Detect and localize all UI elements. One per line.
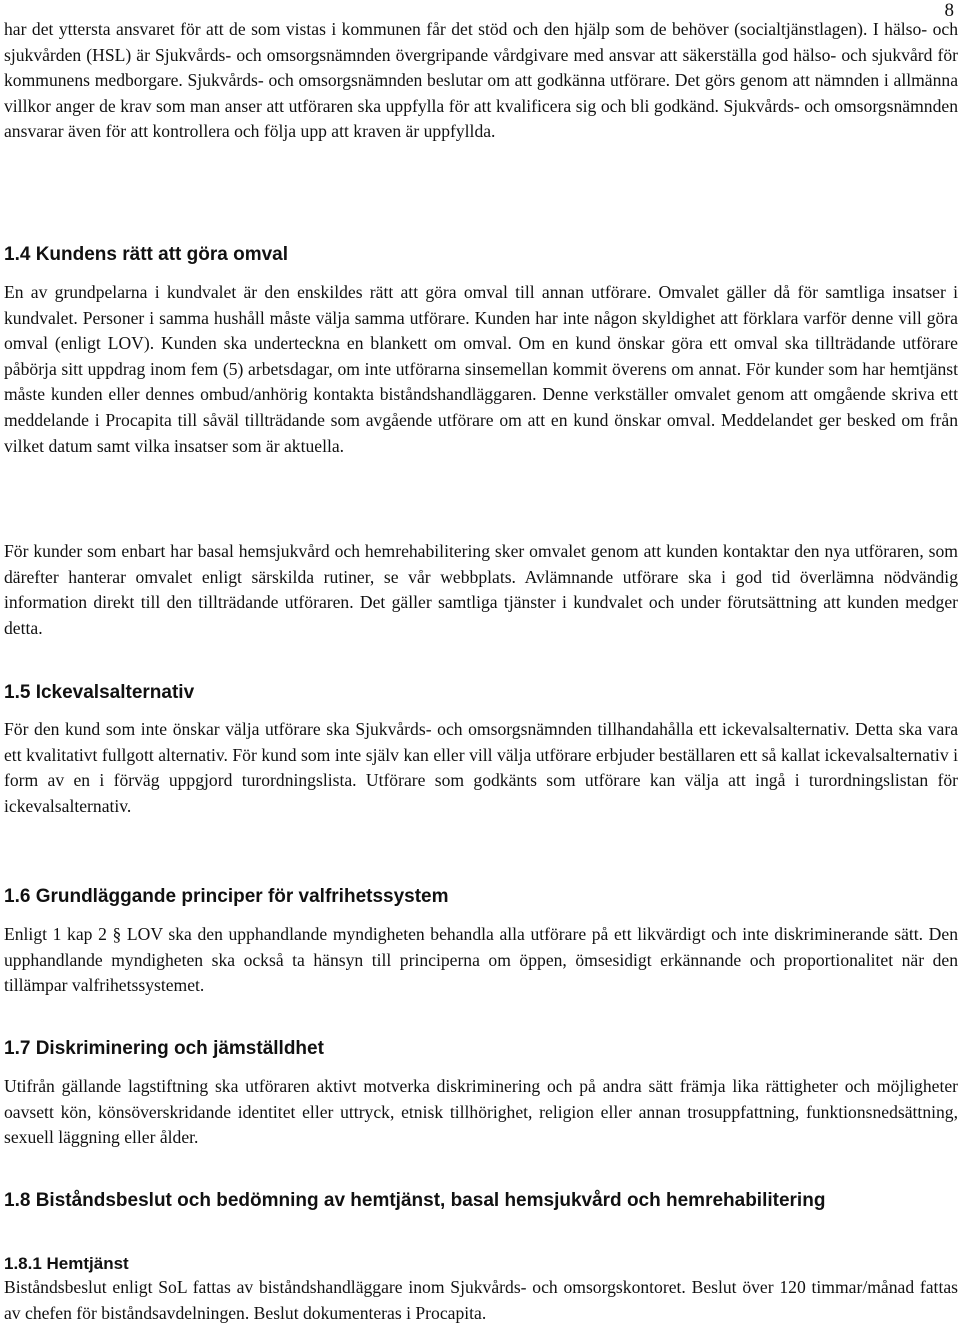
section-heading-1-6: 1.6 Grundläggande principer för valfrihetssystem [4,886,449,907]
intro-paragraph: har det yttersta ansvaret för att de som vistas i kommunen får det stöd och den hjälp som de behöver (socialtjänstlagen). I hälso- och sjukvården (HSL) är Sjukvårds- och omsorgsnämnden övergripande vårdgivare med ansvar att säkerställa god hälso- och sjukvård för kommunens medborgare. Sjukvårds- och omsorgsnämnden beslutar om att godkänna utförare. Det görs genom att nämnden i allmänna villkor anger de krav som man anser att utföraren ska uppfylla för att kvalificera sig och bli godkänd. Sjukvårds- och omsorgsnämnden ansvarar även för att kontrollera och följa upp att kraven är uppfyllda. [4,19,958,142]
section-1-5-paragraph-1: För den kund som inte önskar välja utförare ska Sjukvårds- och omsorgsnämnden tillhandahålla ett ickevalsalternativ. Detta ska vara ett kvalitativt fullgott alternativ. För kund som inte själv kan eller vill välja utförare erbjuder beställaren ett så kallat ickevalsalternativ i form av en i förväg uppgjord turordningslista. Utförare som godkänts som utförare kan välja att ingå i turordningslistan för ickevalsalternativ. [4,719,958,816]
section-1-6-paragraph-1: Enligt 1 kap 2 § LOV ska den upphandlande myndigheten behandla alla utförare på ett likvärdigt och inte diskriminerande sätt. Den upphandlande myndigheten ska också ta hänsyn till principerna om öppen, ömsesidigt erkännande och proportionalitet när den tillämpar valfrihetssystemet. [4,924,958,996]
section-heading-1-8-1: 1.8.1 Hemtjänst [4,1254,129,1273]
section-1-7-paragraph-1: Utifrån gällande lagstiftning ska utföraren aktivt motverka diskriminering och på andra sätt främja lika rättigheter och möjligheter oavsett kön, könsöverskridande identitet eller uttryck, etnisk tillhörighet, religion eller annan trosuppfattning, funktionsnedsättning, sexuell läggning eller ålder. [4,1076,958,1148]
section-heading-1-4: 1.4 Kundens rätt att göra omval [4,244,289,265]
section-heading-1-8: 1.8 Biståndsbeslut och bedömning av hemtjänst, basal hemsjukvård och hemrehabilitering [4,1190,826,1211]
section-1-8-1-paragraph-1: Biståndsbeslut enligt SoL fattas av biståndshandläggare inom Sjukvårds- och omsorgskontoret. Beslut över 120 timmar/månad fattas av chefen för biståndsavdelningen. Beslut dokumenteras i Procapita. [4,1277,958,1323]
page-number: 8 [944,0,954,21]
section-heading-1-7: 1.7 Diskriminering och jämställdhet [4,1038,324,1059]
section-1-4-paragraph-2: För kunder som enbart har basal hemsjukvård och hemrehabilitering sker omvalet genom att kunden kontaktar den nya utföraren, som därefter hanterar omvalet enligt särskilda rutiner, se vår webbplats. Avlämnande utförare ska i god tid överlämna nödvändig information direkt till den tillträdande utföraren. Det gäller samtliga tjänster i kundvalet och under förutsättning att kunden medger detta. [4,541,958,638]
section-1-4-paragraph-1: En av grundpelarna i kundvalet är den enskildes rätt att göra omval till annan utförare. Omvalet gäller då för samtliga insatser i kundvalet. Personer i samma hushåll måste välja samma utförare. Kunden har inte någon skyldighet att förklara varför denne vill göra omval (enligt LOV). Kunden ska underteckna en blankett om omval. Om en kund önskar göra ett omval ska tillträdande utförare påbörja sitt uppdrag inom fem (5) arbetsdagar, om inte utförarna sinsemellan kommit överens om annat. För kunder som har hemtjänst måste kunden eller dennes ombud/anhörig kontakta biståndshandläggaren. Denne verkställer omvalet genom att omgående skriva ett meddelande i Procapita till såväl tillträdande som avgående utförare om att en kund önskar omval. Meddelandet ger besked om från vilket datum samt vilka insatser som är aktuella. [4,282,958,456]
section-heading-1-5: 1.5 Ickevalsalternativ [4,682,195,703]
